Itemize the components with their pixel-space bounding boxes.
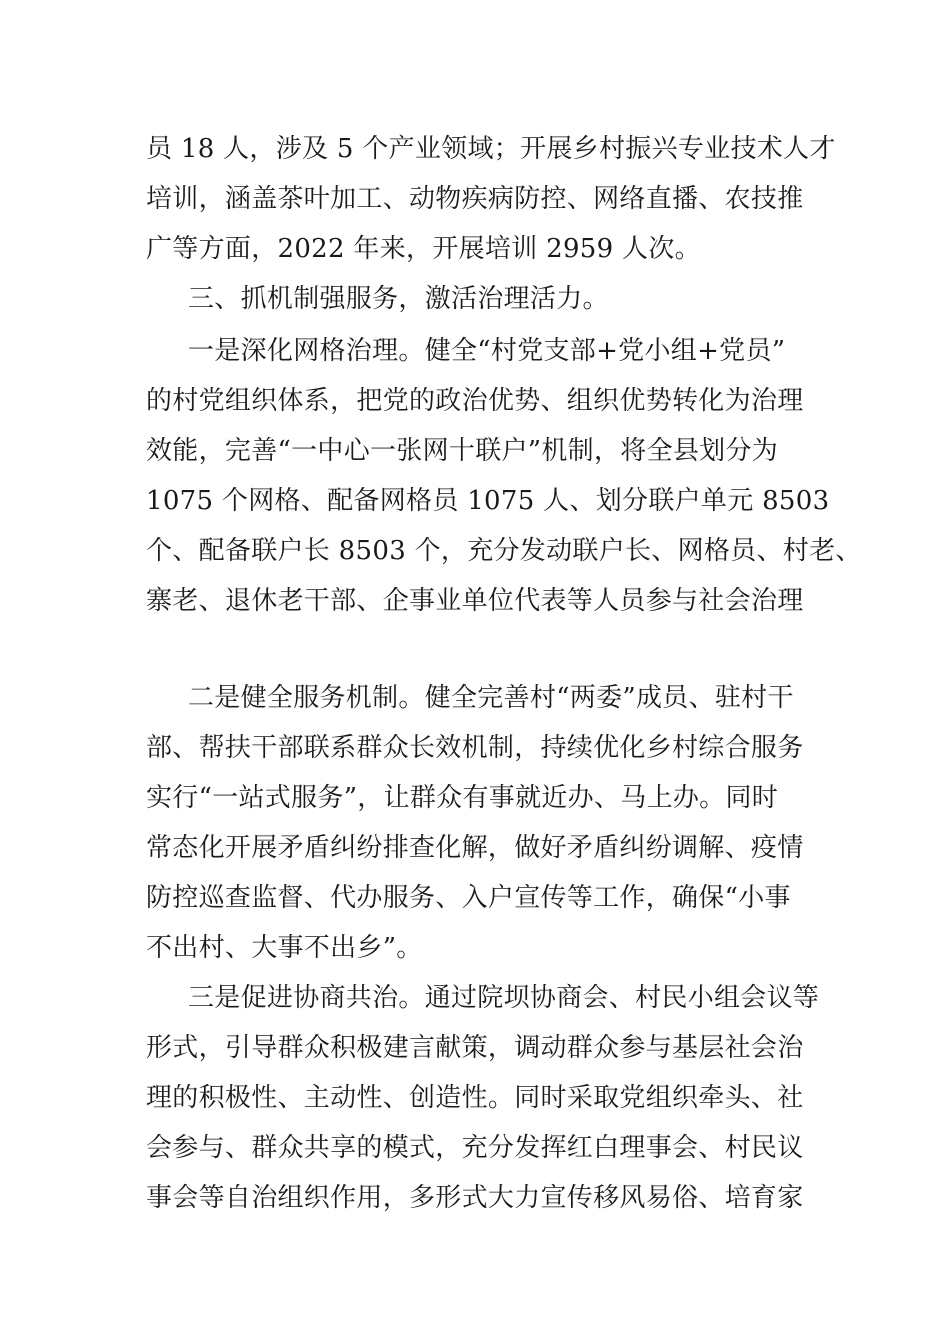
text-line: 的村党组织体系，把党的政治优势、组织优势转化为治理 bbox=[146, 386, 804, 416]
paragraph-start: 三是促进协商共治。通过院坝协商会、村民小组会议等 bbox=[188, 983, 820, 1013]
text-line: 不出村、大事不出乡”。 bbox=[146, 933, 423, 963]
paragraph-start: 二是健全服务机制。健全完善村“两委”成员、驻村干 bbox=[188, 683, 794, 713]
text-line: 广等方面，2022 年来，开展培训 2959 人次。 bbox=[146, 234, 701, 264]
text-line: 会参与、群众共享的模式，充分发挥红白理事会、村民议 bbox=[146, 1133, 804, 1163]
text-line: 效能，完善“一中心一张网十联户”机制，将全县划分为 bbox=[146, 436, 779, 466]
text-line: 寨老、退休老干部、企事业单位代表等人员参与社会治理 bbox=[146, 586, 804, 616]
text-line: 培训，涵盖茶叶加工、动物疾病防控、网络直播、农技推 bbox=[146, 184, 804, 214]
text-line: 事会等自治组织作用，多形式大力宣传移风易俗、培育家 bbox=[146, 1183, 804, 1213]
text-line: 常态化开展矛盾纠纷排查化解，做好矛盾纠纷调解、疫情 bbox=[146, 833, 804, 863]
text-line: 部、帮扶干部联系群众长效机制，持续优化乡村综合服务 bbox=[146, 733, 804, 763]
text-line: 理的积极性、主动性、创造性。同时采取党组织牵头、社 bbox=[146, 1083, 804, 1113]
text-line: 1075 个网格、配备网格员 1075 人、划分联户单元 8503 bbox=[146, 486, 830, 516]
text-line: 形式，引导群众积极建言献策，调动群众参与基层社会治 bbox=[146, 1033, 804, 1063]
paragraph-start: 一是深化网格治理。健全“村党支部+党小组+党员” bbox=[188, 336, 786, 366]
text-line: 实行“一站式服务”，让群众有事就近办、马上办。同时 bbox=[146, 783, 779, 813]
text-line: 个、配备联户长 8503 个，充分发动联户长、网格员、村老、 bbox=[146, 536, 862, 566]
section-heading: 三、抓机制强服务，激活治理活力。 bbox=[188, 284, 609, 314]
text-line: 员 18 人，涉及 5 个产业领域；开展乡村振兴专业技术人才 bbox=[146, 134, 836, 164]
text-line: 防控巡查监督、代办服务、入户宣传等工作，确保“小事 bbox=[146, 883, 791, 913]
